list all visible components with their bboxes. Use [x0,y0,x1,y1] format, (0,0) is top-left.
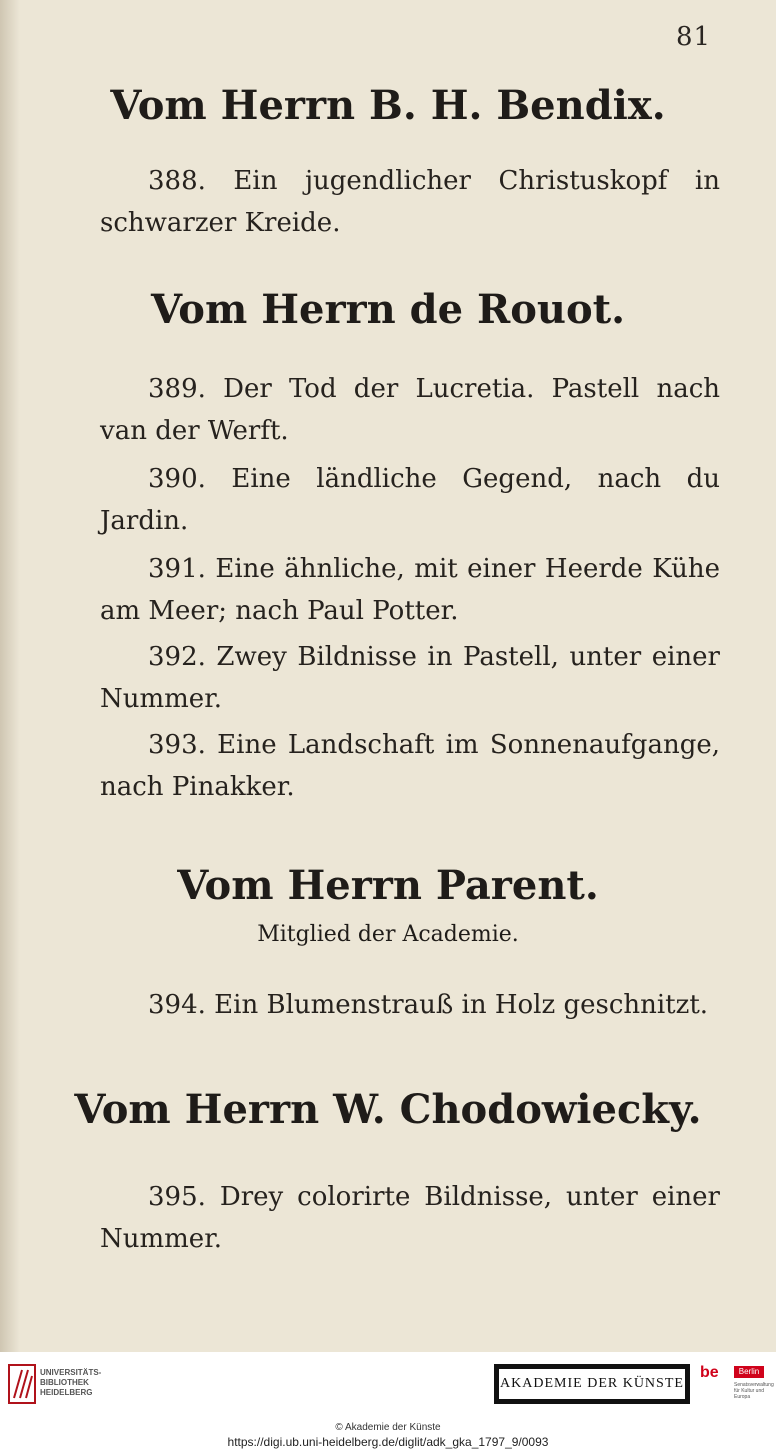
viewer-footer [0,1352,776,1451]
page-number: 81 [676,22,712,52]
be-logo-text: be [700,1364,719,1381]
page-gutter-shadow [0,0,20,1352]
akademie-logo-text: AKADEMIE DER KÜNSTE [498,1368,686,1400]
berlin-logo-text: Berlin [734,1366,764,1378]
section-heading-parent: Vom Herrn Parent. [177,862,599,909]
section-subheading-parent: Mitglied der Academie. [257,922,519,947]
catalog-entry-390: 390. Eine ländliche Gegend, nach du Jardin. [100,464,720,536]
section-heading-rouot: Vom Herrn de Rouot. [150,286,626,333]
catalog-entry-393: 393. Eine Landschaft im Sonnenaufgange, nach Pinakker. [100,730,720,802]
senate-logo-subtext: Senatsverwaltung für Kultur und Europa [734,1382,774,1400]
catalog-entry-395: 395. Drey colorirte Bildnisse, unter einer Nummer. [100,1182,720,1254]
heidelberg-library-logo[interactable] [8,1360,108,1412]
akademie-logo[interactable] [494,1364,690,1404]
catalog-entry-389: 389. Der Tod der Lucretia. Pastell nach van der Werft. [100,374,720,446]
catalog-entry-392: 392. Zwey Bildnisse in Pastell, unter einer Nummer. [100,642,720,714]
catalog-entry-394: 394. Ein Blumenstrauß in Holz geschnitzt. [148,990,709,1020]
copyright-text: © Akademie der Künste [335,1422,441,1433]
section-heading-chodowiecky: Vom Herrn W. Chodowiecky. [74,1086,702,1133]
source-url-link[interactable]: https://digi.ub.uni-heidelberg.de/diglit/adk_gka_1797_9/0093 [227,1435,549,1449]
catalog-entry-391: 391. Eine ähnliche, mit einer Heerde Kühe am Meer; nach Paul Potter. [100,554,720,626]
library-logo-text: UNIVERSITÄTS- BIBLIOTHEK HEIDELBERG [40,1368,102,1397]
catalog-entry-388: 388. Ein jugendlicher Christuskopf in schwarzer Kreide. [100,166,720,238]
berlin-senate-logo[interactable] [700,1364,774,1408]
section-heading-bendix: Vom Herrn B. H. Bendix. [110,82,666,129]
library-logo-icon [8,1364,36,1404]
